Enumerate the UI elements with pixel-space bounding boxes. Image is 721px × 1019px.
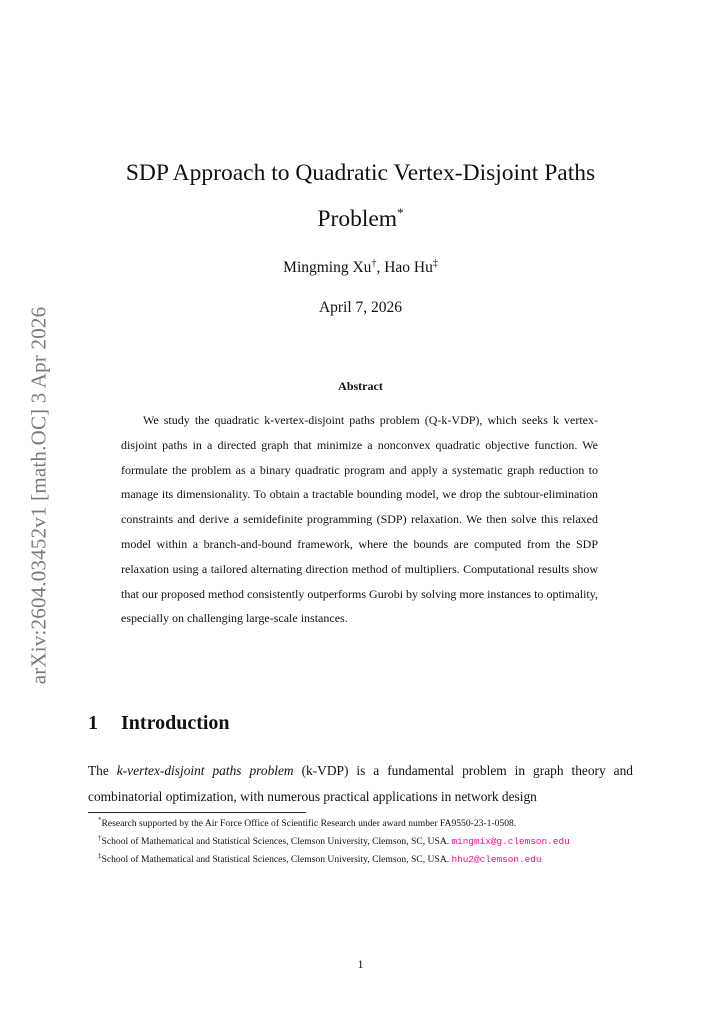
email-link[interactable]: mingmix@g.clemson.edu xyxy=(451,836,570,848)
abstract-body: We study the quadratic k-vertex-disjoint paths problem (Q-k-VDP), which seeks k vertex-disjoint paths in a directed graph that minimize a nonconvex quadratic objective function. We formulate the problem as a binary quadratic program and apply a systematic graph reduction to manage its dimensionality. To obtain a tractable bounding model, we drop the subtour-elimination constraints and derive a semidefinite programming (SDP) relaxation. We then solve this relaxed model within a branch-and-bound framework, where the bounds are computed from the SDP relaxation using a tailored alternating direction method of multipliers. Computational results show that our proposed method consistently outperforms Gurobi by solving more instances to optimality, especially on challenging large-scale instances. xyxy=(121,413,598,626)
title-footnote-mark: * xyxy=(397,205,404,221)
section-title: Introduction xyxy=(121,712,230,734)
intro-text: (k-VDP) is a fundamental problem in graph theory and combinatorial optimization, with numerous practical applications in network design xyxy=(88,763,633,804)
footnotes xyxy=(88,815,633,869)
paper-title xyxy=(88,150,633,242)
footnote-text: School of Mathematical and Statistical Sciences, Clemson University, Clemson, SC, USA. xyxy=(101,836,452,848)
arxiv-identifier: arXiv:2604.03452v1 [math.OC] 3 Apr 2026 xyxy=(26,306,51,684)
section-heading xyxy=(88,712,230,735)
page-number: 1 xyxy=(357,957,364,971)
section-number: 1 xyxy=(88,712,98,734)
author-name: Hao Hu xyxy=(384,259,433,277)
paper-date: April 7, 2026 xyxy=(318,299,403,316)
footnote xyxy=(88,851,633,865)
footnote-text: School of Mathematical and Statistical Sciences, Clemson University, Clemson, SC, USA. xyxy=(101,854,452,866)
introduction-paragraph xyxy=(88,758,633,810)
abstract-heading: Abstract xyxy=(338,379,383,393)
arxiv-identifier-stamp xyxy=(14,290,64,700)
footnote-divider xyxy=(88,812,306,813)
footnote-mark: ‡ xyxy=(98,851,102,860)
footnote-mark: * xyxy=(98,816,102,824)
intro-term: k-vertex-disjoint paths problem xyxy=(116,763,294,778)
email-link[interactable]: hhu2@clemson.edu xyxy=(451,854,542,866)
footnote xyxy=(88,833,633,847)
intro-text: The xyxy=(88,763,117,778)
footnote-text: Research supported by the Air Force Office of Scientific Research under award number FA9550-23-1-0508. xyxy=(101,818,517,830)
footnote-mark: † xyxy=(98,833,102,842)
footnote xyxy=(88,815,633,829)
title-line-2: Problem xyxy=(317,206,398,232)
author-name: Mingming Xu xyxy=(283,259,372,277)
author-list: Mingming Xu†, Hao Hu‡ xyxy=(283,258,438,277)
title-line-1: SDP Approach to Quadratic Vertex-Disjoint Paths xyxy=(125,160,596,186)
author-footnote-mark: ‡ xyxy=(432,258,438,269)
author-footnote-mark: † xyxy=(371,258,377,269)
